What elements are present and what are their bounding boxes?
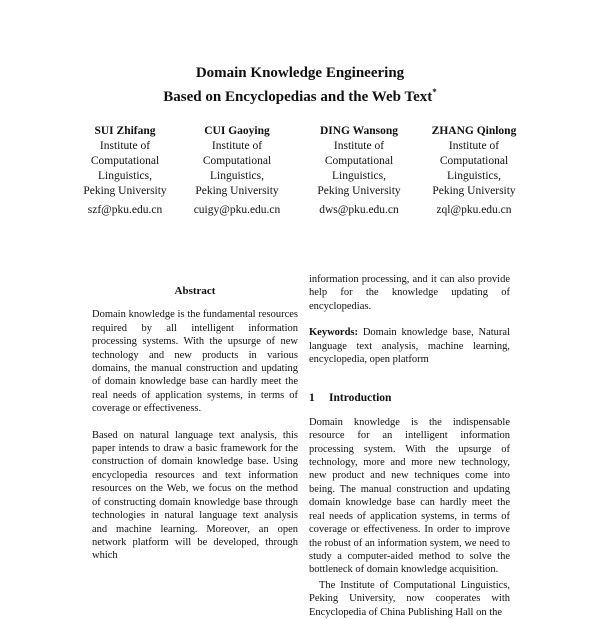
author-name: ZHANG Qinlong bbox=[431, 125, 517, 137]
author-affiliation: Institute of bbox=[99, 140, 151, 152]
author-affiliation: Linguistics, bbox=[332, 170, 386, 182]
intro-paragraph: The Institute of Computational Linguistics, Peking University, now cooperates with Encyclopedia of China Publishing Hall on the bbox=[309, 579, 510, 618]
author-block bbox=[299, 124, 419, 218]
title-line-1: Domain Knowledge Engineering bbox=[195, 65, 405, 81]
intro-paragraph: Domain knowledge is the indispensable resource for an intelligent information processing system. With the upsurge of technology, more and more new technology, new product and new techniques come into being. The manual construction and updating domain knowledge base can hardly meet the real needs of application systems, in terms of coverage or effectiveness. In order to improve the robust of an information system, we need to study a computer-aided method to solve the bottleneck of domain knowledge acquisition. bbox=[309, 416, 510, 576]
title-line-2-text: Based on Encyclopedias and the Web Text bbox=[163, 89, 433, 105]
author-block bbox=[414, 124, 534, 218]
paper-title bbox=[0, 64, 600, 107]
keywords-label: Keywords: bbox=[309, 327, 358, 339]
author-affiliation: Peking University bbox=[317, 185, 401, 197]
author-affiliation: Linguistics, bbox=[210, 170, 264, 182]
author-name: CUI Gaoying bbox=[204, 125, 270, 137]
author-affiliation: Computational bbox=[439, 155, 509, 167]
abstract-paragraph: Domain knowledge is the fundamental resources required by all intelligent information processing systems. With the upsurge of new technology and new products in various domains, the manual construction and updating of domain knowledge base can hardly meet the real needs of application systems, in terms of coverage or effectiveness. bbox=[92, 309, 298, 415]
author-affiliation: Institute of bbox=[448, 140, 500, 152]
section-title: Introduction bbox=[329, 392, 392, 405]
abstract-paragraph: Based on natural language text analysis, this paper intends to draw a basic framework for the construction of domain knowledge base. Using encyclopedia resources and text information resources on the Web, we focus on the method of constructing domain knowledge base through technologies in natural language text analysis and machine learning. Moreover, an open network platform will be developed, through which bbox=[92, 429, 298, 562]
keywords bbox=[309, 326, 510, 366]
author-affiliation: Linguistics, bbox=[447, 170, 501, 182]
abstract-continuation: information processing, and it can also provide help for the knowledge updating of encyclopedias. bbox=[309, 274, 510, 312]
section-number: 1 bbox=[309, 392, 315, 405]
author-block bbox=[177, 124, 297, 218]
author-email: szf@pku.edu.cn bbox=[87, 204, 163, 216]
author-affiliation: Institute of bbox=[333, 140, 385, 152]
right-column bbox=[309, 273, 510, 619]
title-footnote-mark: * bbox=[432, 87, 437, 97]
author-affiliation: Peking University bbox=[83, 185, 167, 197]
keywords-text: Domain knowledge base, Natural language text analysis, machine learning, encyclopedia, open platform bbox=[309, 327, 511, 366]
abstract-heading: Abstract bbox=[174, 285, 216, 297]
title-line-2 bbox=[0, 83, 600, 107]
author-affiliation: Linguistics, bbox=[98, 170, 152, 182]
author-affiliation: Peking University bbox=[195, 185, 279, 197]
section-heading bbox=[309, 392, 510, 405]
left-column bbox=[92, 285, 298, 563]
author-block bbox=[65, 124, 185, 218]
author-name: DING Wansong bbox=[319, 125, 399, 137]
author-affiliation: Peking University bbox=[432, 185, 516, 197]
author-affiliation: Computational bbox=[324, 155, 394, 167]
author-affiliation: Computational bbox=[202, 155, 272, 167]
author-email: cuigy@pku.edu.cn bbox=[193, 204, 281, 216]
author-affiliation: Institute of bbox=[211, 140, 263, 152]
author-affiliation: Computational bbox=[90, 155, 160, 167]
author-email: dws@pku.edu.cn bbox=[319, 204, 399, 216]
author-name: SUI Zhifang bbox=[94, 125, 156, 137]
author-email: zql@pku.edu.cn bbox=[436, 204, 512, 216]
